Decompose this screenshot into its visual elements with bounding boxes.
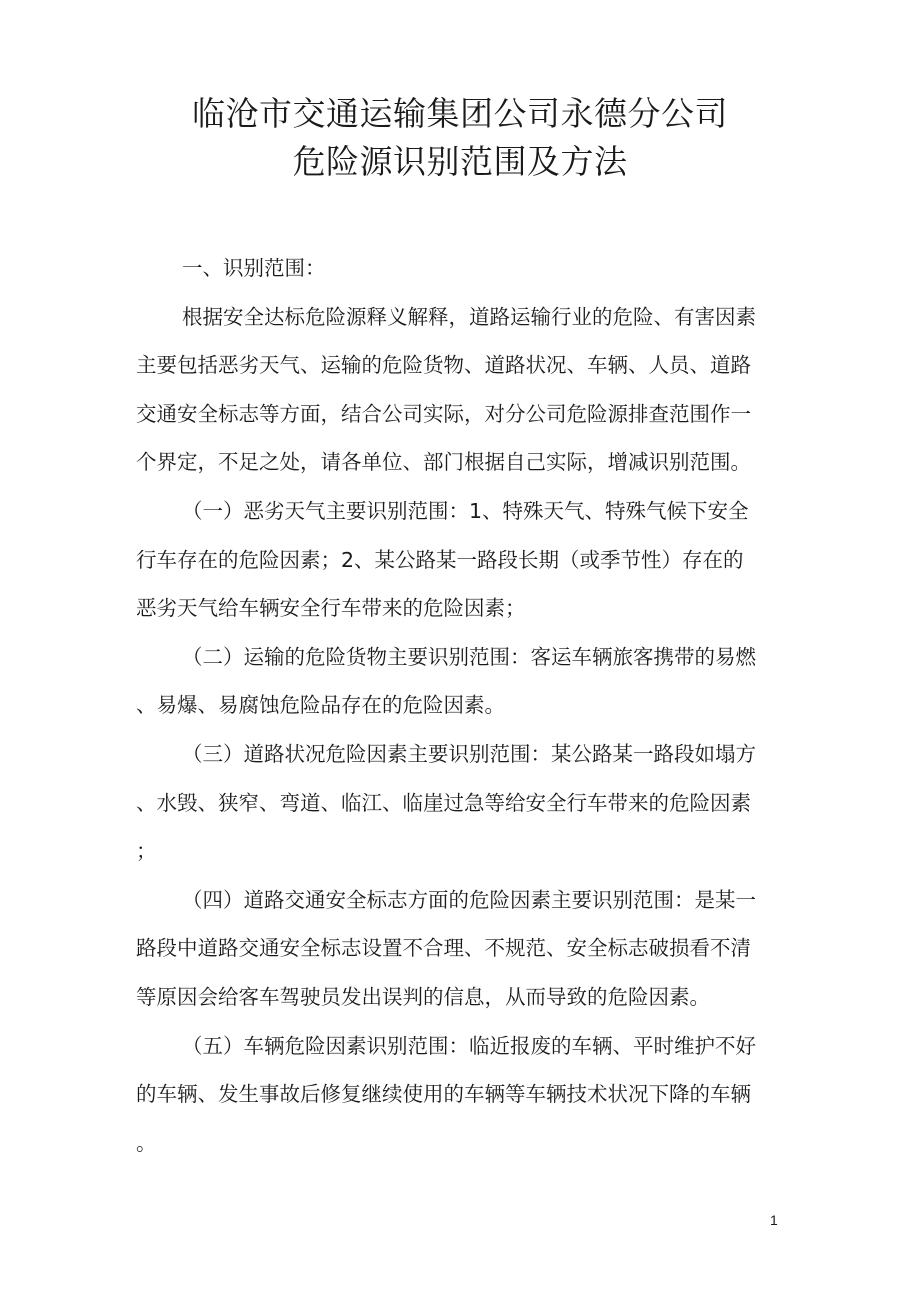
document-body [136,244,788,1167]
body-line: （一）恶劣天气主要识别范围：1、特殊天气、特殊气候下安全 [182,498,749,523]
body-line: 。 [136,1130,157,1155]
body-line: 、易爆、易腐蚀危险品存在的危险因素。 [136,693,505,718]
body-line: 交通安全标志等方面，结合公司实际，对分公司危险源排查范围作一 [136,401,751,426]
body-line: 路段中道路交通安全标志设置不合理、不规范、安全标志破损看不清 [136,936,751,961]
body-line: （三）道路状况危险因素主要识别范围：某公路某一路段如塌方 [182,741,756,766]
body-line: 等原因会给客车驾驶员发出误判的信息，从而导致的危险因素。 [136,984,710,1009]
body-line: 行车存在的危险因素；2、某公路某一路段长期（或季节性）存在的 [136,547,744,572]
body-line: 一、识别范围： [182,256,326,280]
body-line: 、水毁、狭窄、弯道、临江、临崖过急等给安全行车带来的危险因素 [136,790,751,815]
body-line: 的车辆、发生事故后修复继续使用的车辆等车辆技术状况下降的车辆 [136,1082,751,1107]
document-title-line2: 危险源识别范围及方法 [292,142,628,181]
body-line: 恶劣天气给车辆安全行车带来的危险因素； [136,596,526,621]
body-line: 主要包括恶劣天气、运输的危险货物、道路状况、车辆、人员、道路 [136,353,751,378]
page-number: 1 [770,1212,778,1228]
body-line: （五）车辆危险因素识别范围：临近报废的车辆、平时维护不好 [182,1033,756,1058]
body-line: 个界定，不足之处，请各单位、部门根据自己实际，增减识别范围。 [136,450,751,475]
body-line: ； [136,839,157,864]
body-line: 根据安全达标危险源释义解释，道路运输行业的危险、有害因素 [182,304,756,329]
body-line: （二）运输的危险货物主要识别范围：客运车辆旅客携带的易燃 [182,644,756,669]
document-title-line1: 临沧市交通运输集团公司永德分公司 [192,94,728,133]
body-line: （四）道路交通安全标志方面的危险因素主要识别范围：是某一 [182,887,756,912]
